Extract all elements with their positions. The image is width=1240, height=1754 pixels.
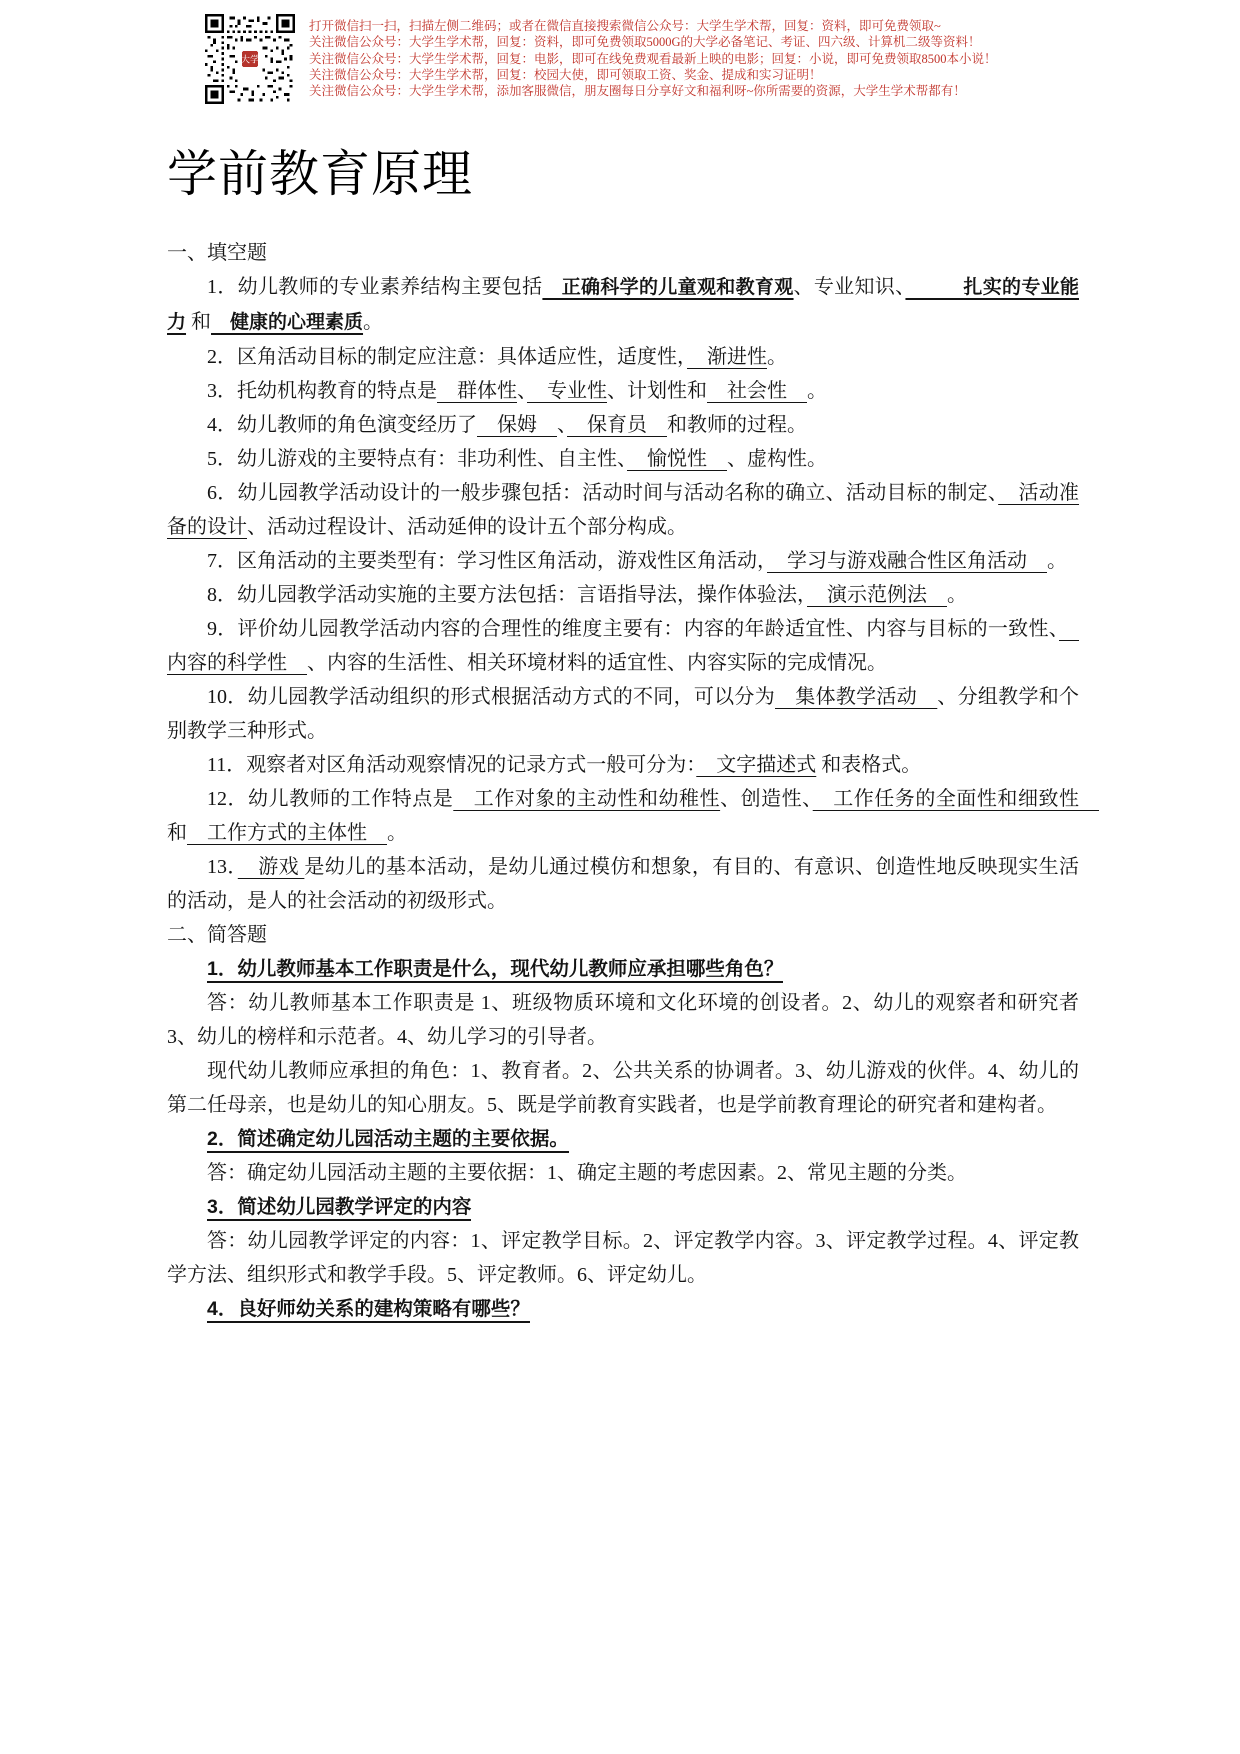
text-segment: 12．幼儿教师的工作特点是 [207,788,454,810]
text-segment: 2．区角活动目标的制定应注意：具体适应性，适度性， [207,346,687,368]
text-segment: 、专业知识、 [793,276,906,298]
fill-item-1 [167,270,1079,340]
fill-blank-answer: 工作方式的主体性 [187,822,387,844]
fill-item-4 [167,408,1079,442]
fill-blank-answer: 工作对象的主动性和幼稚性 [453,788,721,810]
question-4-text: 4．良好师幼关系的建构策略有哪些？ [207,1298,530,1323]
fill-blank-answer: 活动准备的设计 [167,482,1080,538]
text-segment: 、 [517,380,527,402]
text-segment: 6．幼儿园教学活动设计的一般步骤包括：活动时间与活动名称的确立、活动目标的制定、 [207,482,999,504]
text-segment: 。 [947,584,967,606]
fill-blank-answer: 集体教学活动 [775,686,938,708]
text-segment: 。 [1047,550,1067,572]
question-3-answer-1: 答：幼儿园教学评定的内容：1、评定教学目标。2、评定教学内容。3、评定教学过程。4、评定教学方法、组织形式和教学手段。5、评定教师。6、评定幼儿。 [167,1230,1079,1286]
qr-code [202,14,298,104]
text-segment: 3．托幼机构教育的特点是 [207,380,437,402]
fill-item-13 [167,850,1079,918]
fill-item-5 [167,442,1079,476]
fill-blank-answer: 文字描述式 [696,754,817,776]
promo-line: 关注微信公众号：大学生学术帮，回复：校园大使，即可领取工资、奖金、提成和实习证明！ [309,67,822,82]
text-segment: 13． [207,856,238,878]
text-segment: 1．幼儿教师的专业素养结构主要包括 [207,276,543,298]
fill-blank-answer: 游戏 [237,856,305,878]
fill-blank-answer: 社会性 [707,380,807,402]
question-1-heading [167,952,1079,986]
fill-blank-answer: 专业性 [527,380,607,402]
text-segment: 、 [557,414,567,436]
text-segment: 4．幼儿教师的角色演变经历了 [207,414,477,436]
section-2-heading: 二、简答题 [167,924,267,946]
text-segment: 、计划性和 [607,380,707,402]
fill-blank-answer: 保育员 [567,414,667,436]
fill-blank-answer: 工作任务的全面性和细致性 [812,788,1099,810]
text-segment: 10．幼儿园教学活动组织的形式根据活动方式的不同，可以分为 [207,686,775,708]
text-segment: 。 [363,311,384,333]
text-segment: 。 [387,822,407,844]
question-2-heading [167,1122,1079,1156]
fill-item-7 [167,544,1079,578]
question-3-text: 3．简述幼儿园教学评定的内容 [207,1196,471,1221]
promo-line: 打开微信扫一扫，扫描左侧二维码；或者在微信直接搜索微信公众号：大学生学术帮，回复：资料，即可免费领取~ [309,19,941,33]
fill-item-12 [167,782,1099,850]
svg-text:大学: 大学 [240,54,260,65]
question-1-text: 1．幼儿教师基本工作职责是什么，现代幼儿教师应承担哪些角色？ [207,958,783,983]
fill-item-10 [167,680,1079,748]
fill-item-9 [167,612,1079,680]
text-segment: 和 [167,822,187,844]
text-segment: 和表格式。 [816,754,922,776]
text-segment: 7．区角活动的主要类型有：学习性区角活动，游戏性区角活动， [207,550,767,572]
text-segment: 。 [767,346,787,368]
question-4-heading [167,1292,1079,1326]
fill-item-3 [167,374,1079,408]
promo-header [202,14,997,104]
text-segment: 、内容的生活性、相关环境材料的适宜性、内容实际的完成情况。 [307,652,887,674]
fill-blank-answer: 扎实的专业能力 [167,277,1079,333]
fill-item-2 [167,340,1079,374]
question-1-answer-1: 答：幼儿教师基本工作职责是 1、班级物质环境和文化环境的创设者。2、幼儿的观察者和研究者 3、幼儿的榜样和示范者。4、幼儿学习的引导者。 [167,992,1079,1048]
text-segment: 5．幼儿游戏的主要特点有：非功利性、自主性、 [207,448,627,470]
text-segment: 11．观察者对区角活动观察情况的记录方式一般可分为： [207,754,697,776]
question-2-text: 2．简述确定幼儿园活动主题的主要依据。 [207,1128,569,1153]
fill-blank-answer: 学习与游戏融合性区角活动 [767,550,1047,572]
text-segment: 、创造性、 [720,788,813,810]
promo-text-block [309,14,997,99]
fill-blank-answer: 正确科学的儿童观和教育观 [542,277,794,298]
fill-item-6 [167,476,1079,544]
text-segment: 8．幼儿园教学活动实施的主要方法包括：言语指导法，操作体验法， [207,584,807,606]
question-3-heading [167,1190,1079,1224]
text-segment: 、活动过程设计、活动延伸的设计五个部分构成。 [247,516,687,538]
text-segment: 是幼儿的基本活动，是幼儿通过模仿和想象，有目的、有意识、创造性地反映现实生活的活动，是人的社会活动的初级形式。 [167,856,1080,912]
document-title: 学前教育原理 [167,146,473,202]
promo-line: 关注微信公众号：大学生学术帮，添加客服微信，朋友圈每日分享好文和福利呀~你所需要的资源，大学生学术帮都有！ [309,84,966,99]
fill-blank-answer: 愉悦性 [627,448,727,470]
text-segment: 、虚构性。 [727,448,827,470]
fill-blank-answer: 保姆 [477,414,557,436]
text-segment: 和 [186,311,212,333]
question-2-answer-1: 答：确定幼儿园活动主题的主要依据：1、确定主题的考虑因素。2、常见主题的分类。 [207,1162,967,1184]
promo-line: 关注微信公众号：大学生学术帮，回复：电影，即可在线免费观看最新上映的电影；回复：小说，即可免费领取8500本小说！ [309,51,997,66]
text-segment: 和教师的过程。 [667,414,807,436]
fill-blank-answer: 健康的心理素质 [211,312,364,333]
fill-blank-answer: 演示范例法 [807,584,947,606]
text-segment: 、分组教学和个别教学三种形式。 [167,686,1080,742]
fill-item-11 [167,748,1079,782]
fill-blank-answer: 内容的科学性 [167,618,1079,674]
fill-blank-answer: 群体性 [437,380,517,402]
fill-item-8 [167,578,1079,612]
section-1-heading: 一、填空题 [167,242,267,264]
document-content [167,138,1099,1326]
promo-line: 关注微信公众号：大学生学术帮，回复：资料，即可免费领取5000G的大学必备笔记、考证、四六级、计算机二级等资料！ [309,35,981,50]
question-1-answer-2: 现代幼儿教师应承担的角色：1、教育者。2、公共关系的协调者。3、幼儿游戏的伙伴。4、幼儿的第二任母亲，也是幼儿的知心朋友。5、既是学前教育实践者，也是学前教育理论的研究者和建构者。 [167,1060,1079,1116]
text-segment: 。 [807,380,827,402]
text-segment: 9．评价幼儿园教学活动内容的合理性的维度主要有：内容的年龄适宜性、内容与目标的一致性、 [207,618,1059,640]
fill-blank-answer: 渐进性 [687,346,767,368]
